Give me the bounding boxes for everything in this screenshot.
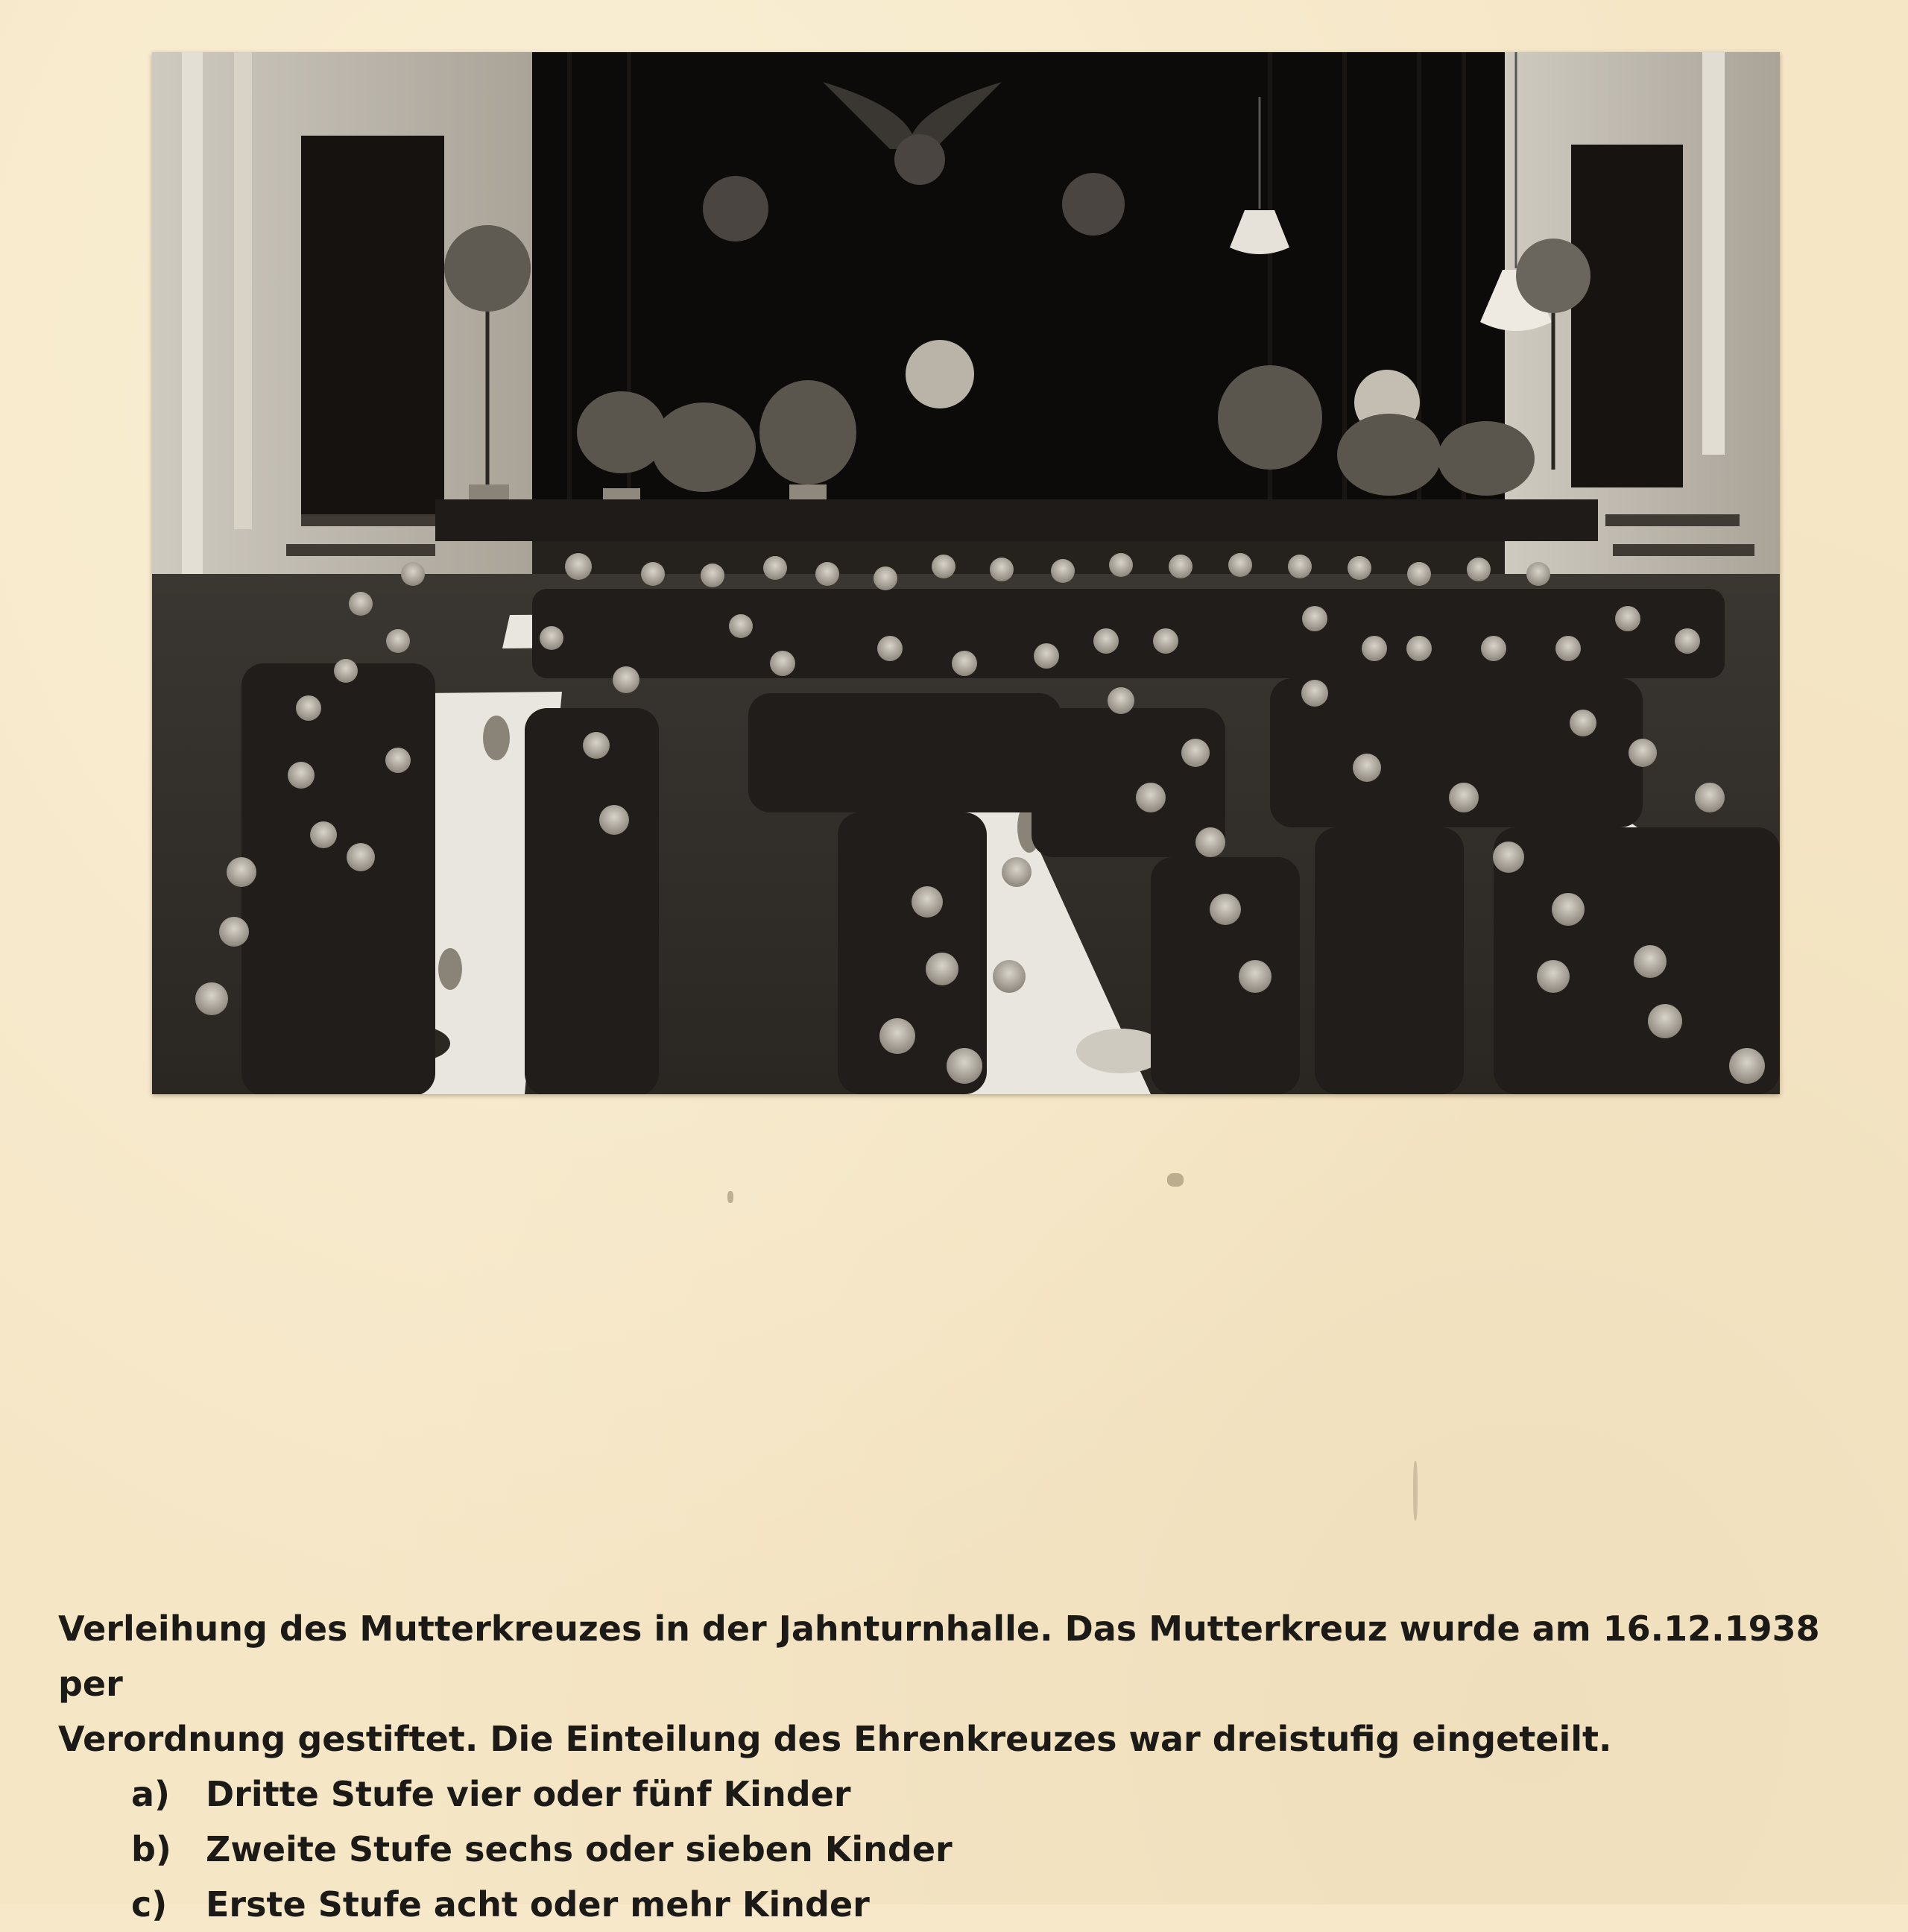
grade-text-b: Zweite Stufe sechs oder sieben Kinder [206, 1829, 953, 1869]
right-door [1571, 145, 1683, 487]
grade-text-c: Erste Stufe acht oder mehr Kinder [206, 1884, 870, 1925]
stage-front [435, 499, 1598, 541]
grade-item-a [131, 1767, 1877, 1822]
grade-marker-b: b) [131, 1829, 171, 1869]
paper-speck [1413, 1461, 1418, 1521]
grade-text-a: Dritte Stufe vier oder fünf Kinder [206, 1774, 851, 1814]
left-door [301, 136, 444, 516]
caption-block [58, 1601, 1877, 1932]
grade-item-c [131, 1877, 1877, 1932]
paper-speck [1167, 1173, 1184, 1187]
grade-marker-a: a) [131, 1774, 171, 1814]
photo-illustration [152, 52, 1780, 1094]
caption-line-2: Verordnung gestiftet. Die Einteilung des Ehrenkreuzes war dreistufig eingeteilt. [58, 1719, 1612, 1759]
grade-item-b [131, 1822, 1877, 1877]
paper-speck [727, 1191, 733, 1203]
historical-photograph [152, 52, 1780, 1094]
grade-list [58, 1767, 1877, 1932]
caption-line-1: Verleihung des Mutterkreuzes in der Jahnturnhalle. Das Mutterkreuz wurde am 16.12.1938 per [58, 1609, 1820, 1704]
grade-marker-c: c) [131, 1884, 168, 1925]
